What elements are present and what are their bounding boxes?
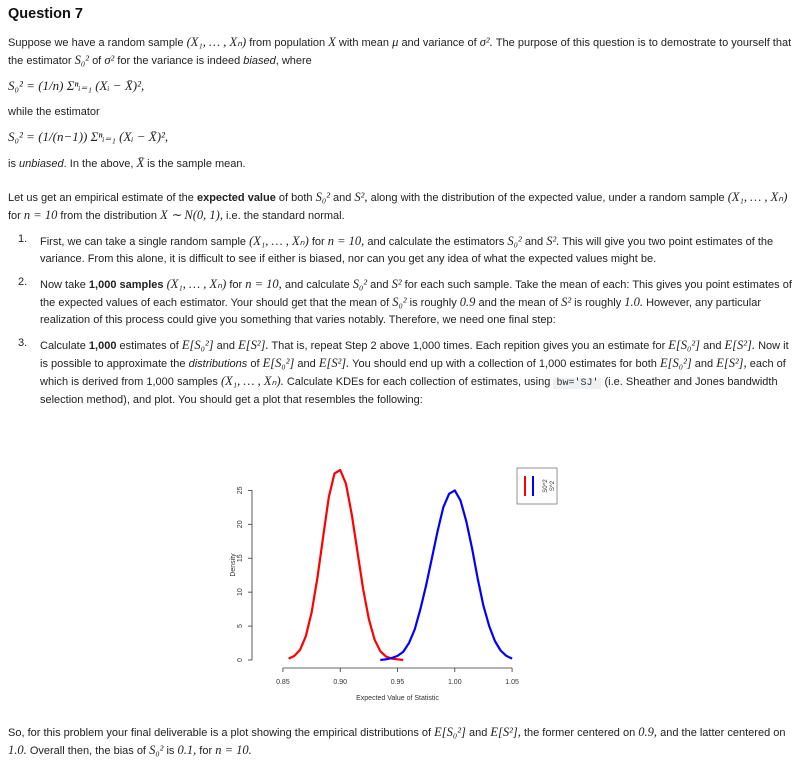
series-line-s-squared bbox=[380, 490, 512, 660]
text: each of which is derived from 1,000 samples bbox=[40, 358, 786, 388]
text: That is, repeat Step 2 above 1,000 times. Each repition gives you an estimate for bbox=[271, 340, 666, 352]
list-item-2 bbox=[18, 276, 792, 329]
intro-paragraph bbox=[8, 34, 792, 70]
text: and the latter centered on bbox=[660, 727, 786, 739]
italic-text: distributions bbox=[188, 358, 248, 370]
math: E[S²]. bbox=[724, 338, 755, 352]
kde-chart-svg bbox=[225, 462, 575, 707]
math: X̄ bbox=[136, 156, 145, 170]
equation-biased-estimator: S₀² = (1/n) Σⁿᵢ₌₁ (Xᵢ − X̄)², bbox=[8, 78, 145, 93]
intro-text: and variance of bbox=[401, 37, 477, 49]
text: is the sample mean. bbox=[147, 158, 246, 170]
list-number: 1. bbox=[18, 233, 28, 245]
text: Now take bbox=[40, 279, 86, 291]
x-tick-label: 1.05 bbox=[505, 679, 519, 686]
math: S₀² bbox=[352, 277, 368, 291]
equation-unbiased-estimator: S₀² = (1/(n−1)) Σⁿᵢ₌₁ (Xᵢ − X̄)², bbox=[8, 129, 169, 144]
text: from the distribution bbox=[60, 210, 158, 222]
text: and calculate the estimators bbox=[367, 236, 505, 248]
while-text: while the estimator bbox=[8, 106, 100, 118]
code-snippet: bw='SJ' bbox=[553, 378, 601, 389]
text: of bbox=[250, 358, 260, 370]
math: σ² bbox=[104, 53, 115, 67]
text: of both bbox=[278, 192, 313, 204]
math: (X₁, … , Xₙ) bbox=[166, 277, 227, 291]
text: and bbox=[297, 358, 316, 370]
math: (X₁, … , Xₙ). bbox=[220, 374, 284, 388]
question-page bbox=[8, 6, 792, 417]
math: S₀² bbox=[315, 190, 330, 204]
x-tick-label: 0.95 bbox=[390, 679, 405, 686]
text: You should end up with a collection of 1,000 estimates for both bbox=[352, 358, 657, 370]
math: E[S²]. bbox=[238, 338, 269, 352]
math: S₀² bbox=[74, 53, 89, 67]
math: n = 10, bbox=[327, 234, 365, 248]
legend-label: S0^2 bbox=[543, 479, 549, 493]
math: S² bbox=[391, 277, 402, 291]
question-title: Question 7 bbox=[8, 6, 83, 22]
intro-text: , where bbox=[275, 55, 312, 67]
text: for each such sample. Take the mean of each: This gives you point estimates of the expected values of each estimator. Your should get that the mean of bbox=[40, 279, 792, 309]
unbiased-word: unbiased bbox=[19, 158, 64, 170]
intro-text: Suppose we have a random sample bbox=[8, 37, 184, 49]
text: Calculate bbox=[40, 340, 86, 352]
math: E[S₀²] bbox=[434, 725, 466, 739]
list-number: 3. bbox=[18, 337, 28, 349]
unbiased-line bbox=[8, 155, 792, 173]
text: and bbox=[694, 358, 714, 370]
text: along with the distribution of the expected value, under a random sample bbox=[370, 192, 725, 204]
y-tick-label: 15 bbox=[237, 554, 244, 563]
list-number: 2. bbox=[18, 276, 28, 288]
text: for bbox=[311, 236, 325, 248]
text: Now it is possible to approximate the bbox=[40, 340, 789, 370]
math: X ∼ N(0, 1), bbox=[160, 208, 223, 222]
y-tick-label: 20 bbox=[237, 520, 244, 529]
text: First, we can take a single random sample bbox=[40, 236, 247, 248]
text: and calculate bbox=[284, 279, 350, 291]
math: E[S₀²] bbox=[668, 338, 701, 352]
x-tick-label: 0.90 bbox=[333, 679, 348, 686]
kde-chart bbox=[225, 462, 575, 707]
bold-text: 1,000 bbox=[88, 340, 117, 352]
math: 0.1, bbox=[177, 743, 197, 757]
math: (X₁, … , Xₙ) bbox=[186, 35, 247, 49]
text: for bbox=[199, 745, 213, 757]
y-tick-label: 0 bbox=[237, 658, 244, 662]
text: for bbox=[8, 210, 21, 222]
math: n = 10, bbox=[245, 277, 282, 291]
math: E[S²], bbox=[490, 725, 521, 739]
text: for bbox=[229, 279, 243, 291]
text: and bbox=[333, 192, 352, 204]
intro-text: for the variance is indeed bbox=[117, 55, 241, 67]
text: This will give you two point estimates of the variance. From this alone, it is difficult to see if either is biased, nor can you get any idea of what the expected values might be. bbox=[40, 236, 774, 265]
math: (X₁, … , Xₙ) bbox=[727, 190, 788, 204]
text: is roughly bbox=[574, 297, 622, 309]
text: and bbox=[468, 727, 488, 739]
math: X bbox=[328, 35, 336, 49]
math: S². bbox=[546, 234, 560, 248]
intro-text: with mean bbox=[338, 37, 390, 49]
math: E[S₀²] bbox=[262, 356, 295, 370]
math: S₀² bbox=[507, 234, 522, 248]
series-line-s0-squared bbox=[289, 470, 404, 660]
text: i.e. the standard normal. bbox=[226, 210, 345, 222]
text: is roughly bbox=[409, 297, 457, 309]
bold-text: 1,000 samples bbox=[88, 279, 164, 291]
text: and the mean of bbox=[478, 297, 558, 309]
text: and bbox=[216, 340, 236, 352]
text: Let us get an empirical estimate of the bbox=[8, 192, 194, 204]
text: (i.e. Sheather and Jones bandwidth selection method), and plot. You should get a plot that resembles the following: bbox=[40, 376, 778, 406]
text: and bbox=[703, 340, 722, 352]
math: n = 10. bbox=[215, 743, 252, 757]
math: σ². bbox=[479, 35, 493, 49]
text: Overall then, the bias of bbox=[29, 745, 146, 757]
text: So, for this problem your final deliverable is a plot showing the empirical distributions of bbox=[8, 727, 432, 739]
math: μ bbox=[392, 35, 399, 49]
text: the former centered on bbox=[523, 727, 636, 739]
math: S₀² bbox=[149, 743, 164, 757]
math: 1.0. bbox=[624, 295, 644, 309]
x-axis-label: Expected Value of Statistic bbox=[356, 695, 439, 702]
text: and bbox=[524, 236, 544, 248]
math: E[S₀²] bbox=[659, 356, 692, 370]
intro-text: of bbox=[92, 55, 102, 67]
math: E[S²], bbox=[716, 356, 747, 370]
x-tick-label: 1.00 bbox=[447, 679, 462, 686]
math: n = 10 bbox=[23, 208, 58, 222]
x-tick-label: 0.85 bbox=[276, 679, 290, 686]
list-item-3 bbox=[18, 337, 792, 409]
math: 1.0. bbox=[8, 743, 27, 757]
final-paragraph bbox=[8, 724, 792, 760]
text: However, any particular realization of this process could give you something that varies notably. Therefore, we need one final step: bbox=[40, 297, 762, 326]
math: E[S₀²] bbox=[181, 338, 214, 352]
math: S₀² bbox=[392, 295, 407, 309]
y-tick-label: 25 bbox=[237, 486, 244, 495]
text: is bbox=[8, 158, 16, 170]
math: E[S²]. bbox=[318, 356, 350, 370]
biased-word: biased bbox=[243, 55, 276, 67]
intro-text: The purpose of this question is to demostrate to yourself that the estimator bbox=[8, 37, 792, 67]
math: 0.9 bbox=[459, 295, 476, 309]
legend-label: S^2 bbox=[550, 480, 556, 492]
math: 0.9, bbox=[638, 725, 658, 739]
math: (X₁, … , Xₙ) bbox=[249, 234, 309, 248]
text: is bbox=[166, 745, 175, 757]
math: S², bbox=[354, 190, 368, 204]
intro-text: from population bbox=[249, 37, 326, 49]
list-item-1 bbox=[18, 233, 792, 268]
y-tick-label: 5 bbox=[237, 624, 244, 629]
text: . In the above, bbox=[63, 158, 134, 170]
math: S² bbox=[561, 295, 572, 309]
text: Calculate KDEs for each collection of estimates, using bbox=[286, 376, 551, 388]
y-axis-label: Density bbox=[230, 553, 237, 577]
bold-text: expected value bbox=[196, 192, 276, 204]
text: estimates of bbox=[119, 340, 179, 352]
paragraph-2 bbox=[8, 189, 792, 225]
text: and bbox=[370, 279, 389, 291]
y-tick-label: 10 bbox=[237, 588, 244, 597]
